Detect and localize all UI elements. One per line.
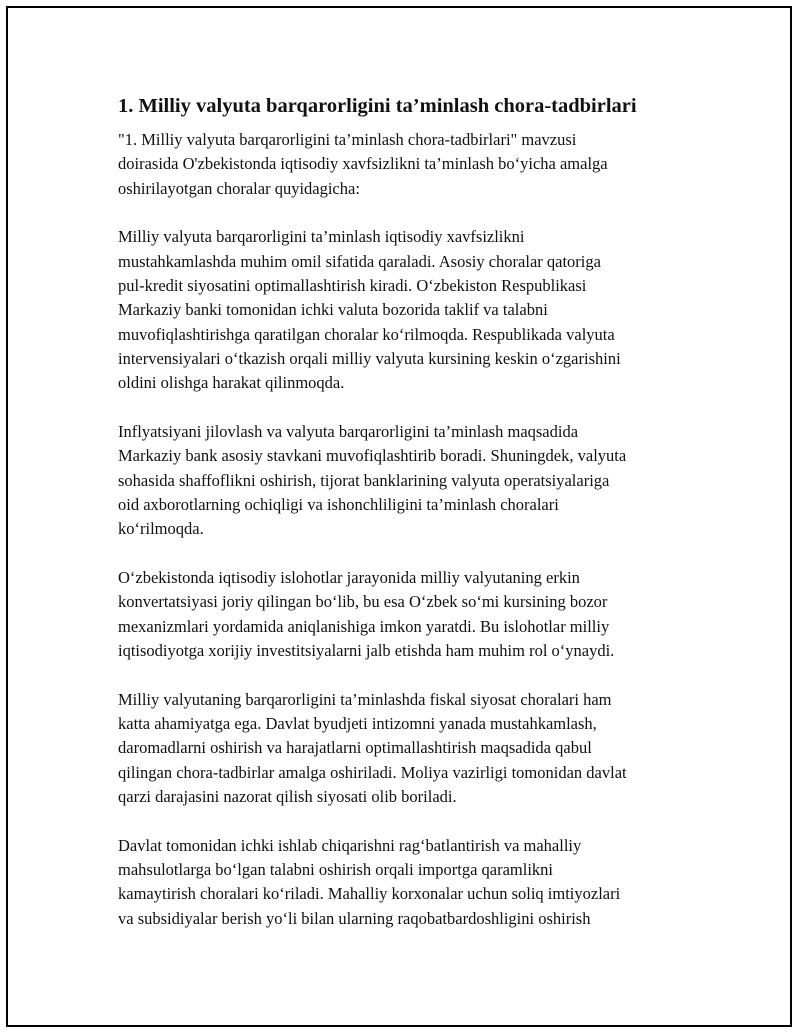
text-line: mexanizmlari yordamida aniqlanishiga imkon yaratdi. Bu islohotlar milliy [118, 616, 610, 636]
text-line: Markaziy bank asosiy stavkani muvofiqlashtirib boradi. Shuningdek, valyuta [118, 446, 627, 466]
text-line: doirasida O'zbekistonda iqtisodiy xavfsizlikni ta’minlash bo‘yicha amalga [118, 154, 608, 174]
document-title: 1. Milliy valyuta barqarorligini ta’minlash chora-tadbirlari [118, 95, 637, 117]
text-line: mustahkamlashda muhim omil sifatida qaraladi. Asosiy choralar qatoriga [118, 251, 601, 271]
text-line: oid axborotlarning ochiqligi va ishonchliligini ta’minlash choralari [118, 494, 559, 514]
paragraph-convertibility [118, 566, 690, 663]
text-line: intervensiyalari o‘tkazish orqali milliy valyuta kursining keskin o‘zgarishini [118, 348, 621, 368]
text-line: oldini olishga harakat qilinmoqda. [118, 373, 345, 393]
text-line: Milliy valyutaning barqarorligini ta’minlashda fiskal siyosat choralari ham [118, 689, 612, 709]
text-line: ko‘rilmoqda. [118, 519, 204, 539]
text-line: Markaziy banki tomonidan ichki valuta bozorida taklif va talabni [118, 300, 548, 320]
text-line: "1. Milliy valyuta barqarorligini ta’minlash chora-tadbirlari" mavzusi [118, 130, 577, 149]
text-line: mahsulotlarga bo‘lgan talabni oshirish orqali importga qaramlikni [118, 859, 554, 879]
text-line: muvofiqlashtirishga qaratilgan choralar ko‘rilmoqda. Respublikada valyuta [118, 324, 615, 344]
paragraph-import-substitution [118, 834, 690, 931]
text-line: iqtisodiyotga xorijiy investitsiyalarni jalb etishda ham muhim rol o‘ynaydi. [118, 640, 615, 660]
text-line: oshirilayotgan choralar quyidagicha: [118, 178, 360, 198]
text-line: konvertatsiyasi joriy qilingan bo‘lib, bu esa O‘zbek so‘mi kursining bozor [118, 592, 608, 612]
text-line: va subsidiyalar berish yo‘li bilan ularning raqobatbardoshligini oshirish [118, 908, 591, 928]
text-line: daromadlarni oshirish va harajatlarni optimallashtirish maqsadida qabul [118, 738, 592, 758]
text-line: Milliy valyuta barqarorligini ta’minlash iqtisodiy xavfsizlikni [118, 227, 525, 247]
document-body [118, 92, 690, 955]
text-line: qarzi darajasini nazorat qilish siyosati olib boriladi. [118, 786, 457, 806]
paragraph-intro [118, 128, 690, 201]
text-line: katta ahamiyatga ega. Davlat byudjeti intizomni yanada mustahkamlash, [118, 713, 597, 733]
text-line: sohasida shaffoflikni oshirish, tijorat banklarining valyuta operatsiyalariga [118, 470, 610, 490]
paragraph-inflation [118, 420, 690, 541]
text-line: kamaytirish choralari ko‘riladi. Mahalliy korxonalar uchun soliq imtiyozlari [118, 884, 621, 904]
text-line: qilingan chora-tadbirlar amalga oshiriladi. Moliya vazirligi tomonidan davlat [118, 762, 627, 782]
text-line: O‘zbekistonda iqtisodiy islohotlar jarayonida milliy valyutaning erkin [118, 567, 580, 587]
text-line: Inflyatsiyani jilovlash va valyuta barqarorligini ta’minlash maqsadida [118, 421, 579, 441]
text-line: pul-kredit siyosatini optimallashtirish kiradi. O‘zbekiston Respublikasi [118, 275, 587, 295]
paragraph-fiscal-policy [118, 688, 690, 809]
paragraph-monetary-policy [118, 225, 690, 395]
text-line: Davlat tomonidan ichki ishlab chiqarishni rag‘batlantirish va mahalliy [118, 835, 582, 855]
